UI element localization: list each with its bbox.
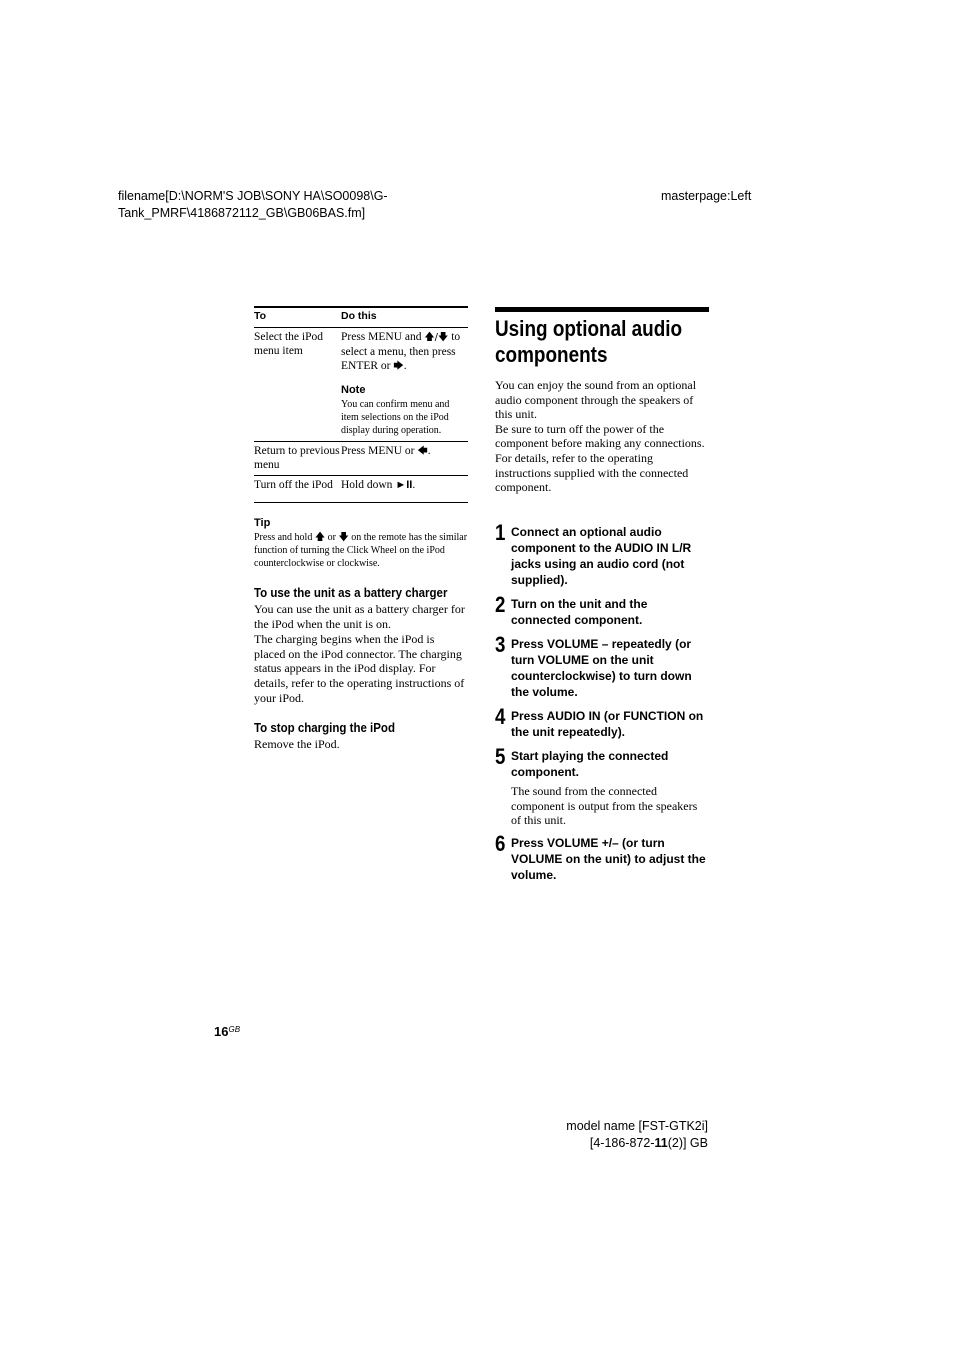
step-text: Press AUDIO IN (or FUNCTION on the unit repeatedly). — [511, 709, 704, 739]
step-subtext: The sound from the connected component is output from the speakers of this unit. — [511, 784, 698, 828]
down-arrow-icon: 🡇 — [338, 532, 349, 543]
section-intro — [495, 378, 709, 495]
section-title: Using optional audio components — [495, 316, 683, 367]
stop-charging-heading: To stop charging the iPod — [254, 721, 395, 735]
step-number: 4 — [495, 704, 506, 729]
header-filename-line2: Tank_PMRF\4186872112_GB\GB06BAS.fm] — [118, 206, 366, 220]
step-number: 5 — [495, 744, 506, 769]
tip-block — [254, 516, 468, 570]
play-pause-icon: ►II — [395, 479, 413, 491]
section-rule — [495, 307, 709, 312]
page-number: $16^{GB}$ — [214, 1024, 241, 1039]
left-arrow-icon: 🡄 — [417, 446, 428, 457]
table-cell-do: Hold down ►II. — [341, 479, 416, 491]
battery-charger-p1: You can use the unit as a battery charger for the iPod when the unit is on. — [254, 602, 465, 631]
table-header-do: Do this — [341, 310, 377, 322]
step-2 — [495, 592, 709, 628]
header-filename — [118, 188, 448, 222]
step-number: 2 — [495, 592, 506, 617]
table-row — [254, 442, 468, 476]
step-number: 6 — [495, 831, 506, 856]
table-cell-to: Turn off the iPod — [254, 479, 333, 491]
tip-text: Press and hold 🡅 or 🡇 on the remote has the similar function of turning the Click Wheel on the iPod counterclockwise or clockwise. — [254, 532, 468, 569]
stop-charging-section — [254, 720, 468, 752]
tip-heading: Tip — [254, 517, 271, 529]
step-text: Start playing the connected component. — [511, 749, 669, 779]
step-text: Connect an optional audio component to the AUDIO IN L/R jacks using an audio cord (not supplied). — [511, 525, 692, 587]
step-text: Press VOLUME – repeatedly (or turn VOLUME on the unit counterclockwise) to turn down the volume. — [511, 637, 692, 699]
battery-charger-p2: The charging begins when the iPod is placed on the iPod connector. The charging status appears in the iPod display. For details, refer to the operating instructions of your iPod. — [254, 632, 465, 705]
table-row — [254, 476, 468, 503]
model-info — [566, 1118, 708, 1151]
step-number: 1 — [495, 520, 506, 545]
model-code: [4-186-872-11(2)] GB — [589, 1135, 708, 1150]
step-number: 3 — [495, 632, 506, 657]
table-cell-do: Press MENU or 🡄. — [341, 445, 431, 457]
page-suffix: GB — [228, 1025, 241, 1034]
step-3 — [495, 632, 709, 700]
battery-charger-heading: To use the unit as a battery charger — [254, 586, 448, 600]
table-row — [254, 328, 468, 442]
table-header-row — [254, 306, 468, 328]
table-cell-do: Press MENU and 🡅/🡇 to select a menu, then press ENTER or 🡆. Note You can confirm menu and item selections on the iPod display during operation. — [341, 330, 468, 437]
step-text: Press VOLUME +/– (or turn VOLUME on the unit) to adjust the volume. — [511, 836, 706, 882]
step-5 — [495, 744, 709, 828]
ipod-operation-table — [254, 306, 468, 503]
intro-paragraph: You can enjoy the sound from an optional audio component through the speakers of this unit. — [495, 378, 697, 422]
intro-paragraph: Be sure to turn off the power of the component before making any connections. — [495, 421, 705, 451]
table-header-to: To — [254, 310, 267, 322]
intro-paragraph: For details, refer to the operating instructions supplied with the connected component. — [495, 450, 689, 495]
up-arrow-icon: 🡅 — [314, 532, 326, 543]
right-arrow-icon: 🡆 — [393, 361, 404, 372]
battery-charger-section — [254, 585, 468, 705]
header-masterpage: masterpage:Left — [661, 189, 752, 203]
stop-charging-text: Remove the iPod. — [254, 737, 340, 751]
note-heading: Note — [341, 384, 366, 396]
step-4 — [495, 704, 709, 740]
up-down-arrow-icon: 🡅/🡇 — [424, 332, 449, 343]
table-cell-to: Select the iPod menu item — [254, 331, 323, 357]
model-name: model name [FST-GTK2i] — [566, 1119, 708, 1133]
table-cell-to: Return to previous menu — [254, 445, 340, 471]
note-text: You can confirm menu and item selections on the iPod display during operation. — [341, 399, 450, 436]
step-6 — [495, 831, 709, 883]
step-1 — [495, 520, 709, 588]
header-filename-line1: filename[D:\NORM'S JOB\SONY HA\SO0098\G- — [118, 189, 388, 203]
step-text: Turn on the unit and the connected component. — [511, 597, 648, 627]
